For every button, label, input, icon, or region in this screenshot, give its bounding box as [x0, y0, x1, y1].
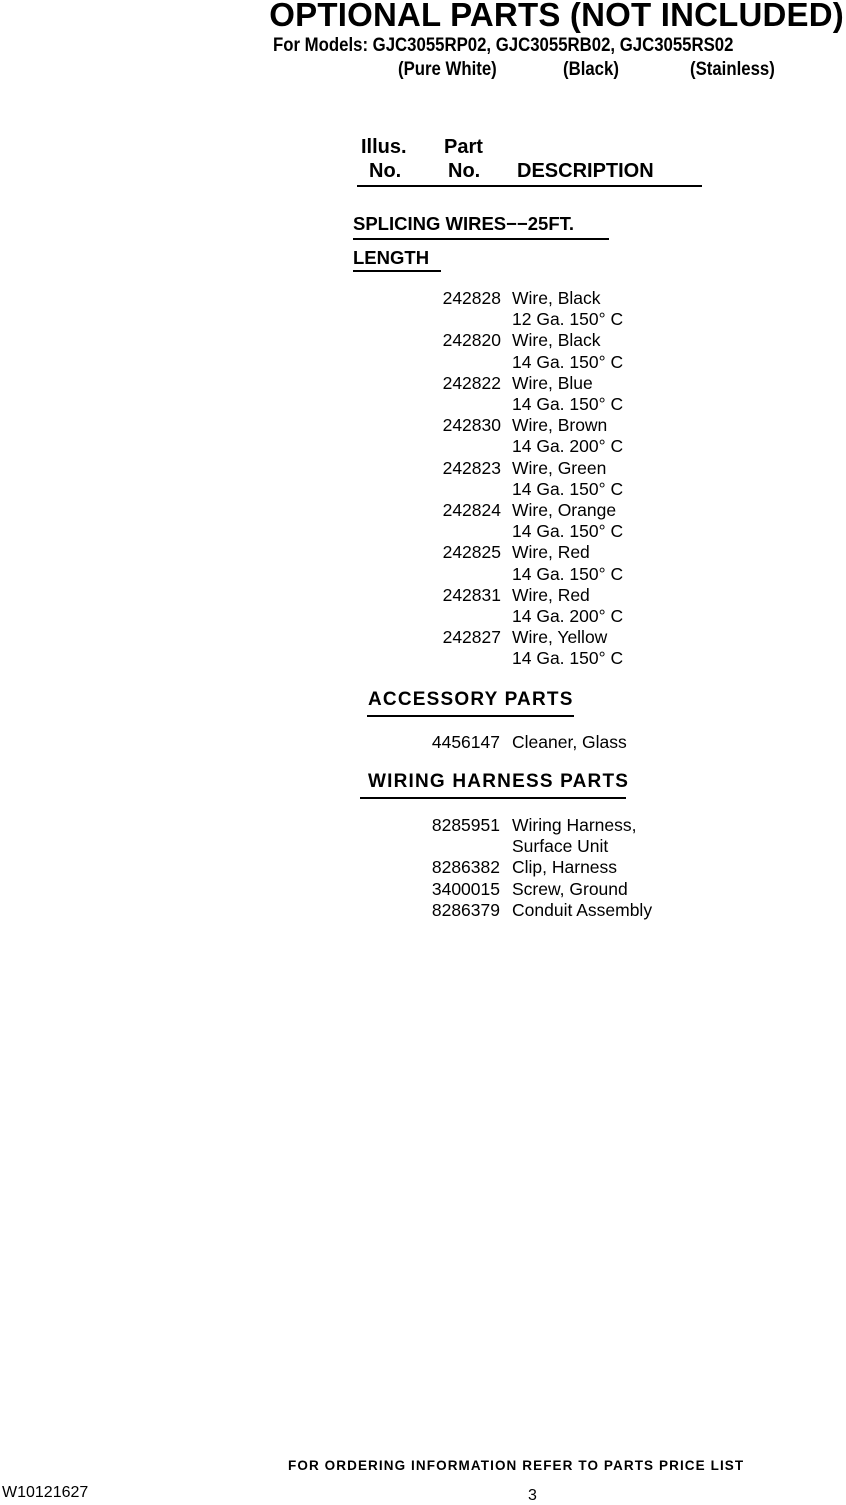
part-description: Wire, Black — [512, 288, 601, 308]
part-spec: 14 Ga. 150° C — [512, 521, 624, 542]
part-heading-line1: Part — [444, 136, 483, 158]
part-number: 242825 — [442, 542, 501, 563]
part-description: Wire, Green — [512, 457, 607, 478]
part-description: Wire, Yellow — [512, 627, 608, 648]
part-number: 242820 — [442, 330, 501, 351]
wiring-title-rule — [360, 797, 626, 799]
part-description: Wiring Harness, — [512, 815, 637, 835]
part-spec: 14 Ga. 150° C — [512, 648, 624, 669]
part-spec: 14 Ga. 150° C — [512, 563, 624, 584]
part-spec: 14 Ga. 150° C — [512, 478, 624, 499]
splicing-title-rule — [353, 238, 609, 240]
page-number: 3 — [528, 1487, 537, 1504]
splicing-title: SPLICING WIRES−−25FT. — [353, 213, 575, 234]
part-spec: 14 Ga. 200° C — [512, 606, 624, 626]
wiring-title: WIRING HARNESS PARTS — [368, 771, 630, 792]
part-number: 3400015 — [431, 878, 500, 899]
part-description: Wire, Red — [512, 584, 590, 605]
ordering-note: FOR ORDERING INFORMATION REFER TO PARTS PRICE LIST — [288, 1458, 745, 1473]
part-description: Wire, Black — [512, 330, 601, 351]
part-spec: 14 Ga. 200° C — [512, 436, 624, 457]
accessory-title-rule — [367, 715, 574, 717]
description-heading: DESCRIPTION — [517, 160, 654, 182]
models-line: For Models: GJC3055RP02, GJC3055RB02, GJC3055RS02 — [273, 34, 734, 56]
part-number: 8285951 — [431, 815, 500, 835]
part-spec: 14 Ga. 150° C — [512, 351, 624, 372]
part-number: 242822 — [442, 372, 501, 393]
part-number: 242828 — [442, 288, 501, 308]
part-description: Cleaner, Glass — [512, 732, 627, 752]
part-number: 8286382 — [431, 857, 500, 878]
variant-stainless: (Stainless) — [690, 58, 775, 80]
part-spec: 12 Ga. 150° C — [512, 309, 624, 330]
variant-pure-white: (Pure White) — [398, 58, 497, 80]
part-description: Clip, Harness — [512, 857, 618, 878]
part-heading-line2: No. — [448, 160, 481, 182]
part-description: Conduit Assembly — [512, 899, 653, 920]
variant-black: (Black) — [563, 58, 619, 80]
splicing-title-length: LENGTH — [353, 247, 430, 268]
accessory-title: ACCESSORY PARTS — [368, 689, 574, 710]
part-description: Wire, Orange — [512, 500, 617, 520]
page-title: OPTIONAL PARTS (NOT INCLUDED) — [269, 0, 844, 33]
part-description: Wire, Brown — [512, 415, 608, 436]
part-number: 242830 — [442, 415, 501, 436]
part-number: 242823 — [442, 457, 501, 478]
heading-rule — [357, 185, 702, 187]
part-number: 242827 — [442, 627, 501, 648]
illus-heading-line2: No. — [369, 160, 402, 182]
part-spec: Surface Unit — [512, 836, 609, 857]
splicing-length-rule — [353, 270, 441, 272]
part-description: Wire, Red — [512, 542, 590, 563]
part-number: 8286379 — [431, 899, 500, 920]
part-description: Screw, Ground — [512, 878, 628, 899]
part-spec: 14 Ga. 150° C — [512, 394, 624, 414]
illus-heading-line1: Illus. — [361, 136, 407, 158]
part-number: 4456147 — [431, 732, 500, 752]
part-number: 242831 — [442, 584, 501, 605]
part-number: 242824 — [442, 500, 501, 520]
document-number: W10121627 — [2, 1484, 89, 1501]
part-description: Wire, Blue — [512, 372, 593, 393]
